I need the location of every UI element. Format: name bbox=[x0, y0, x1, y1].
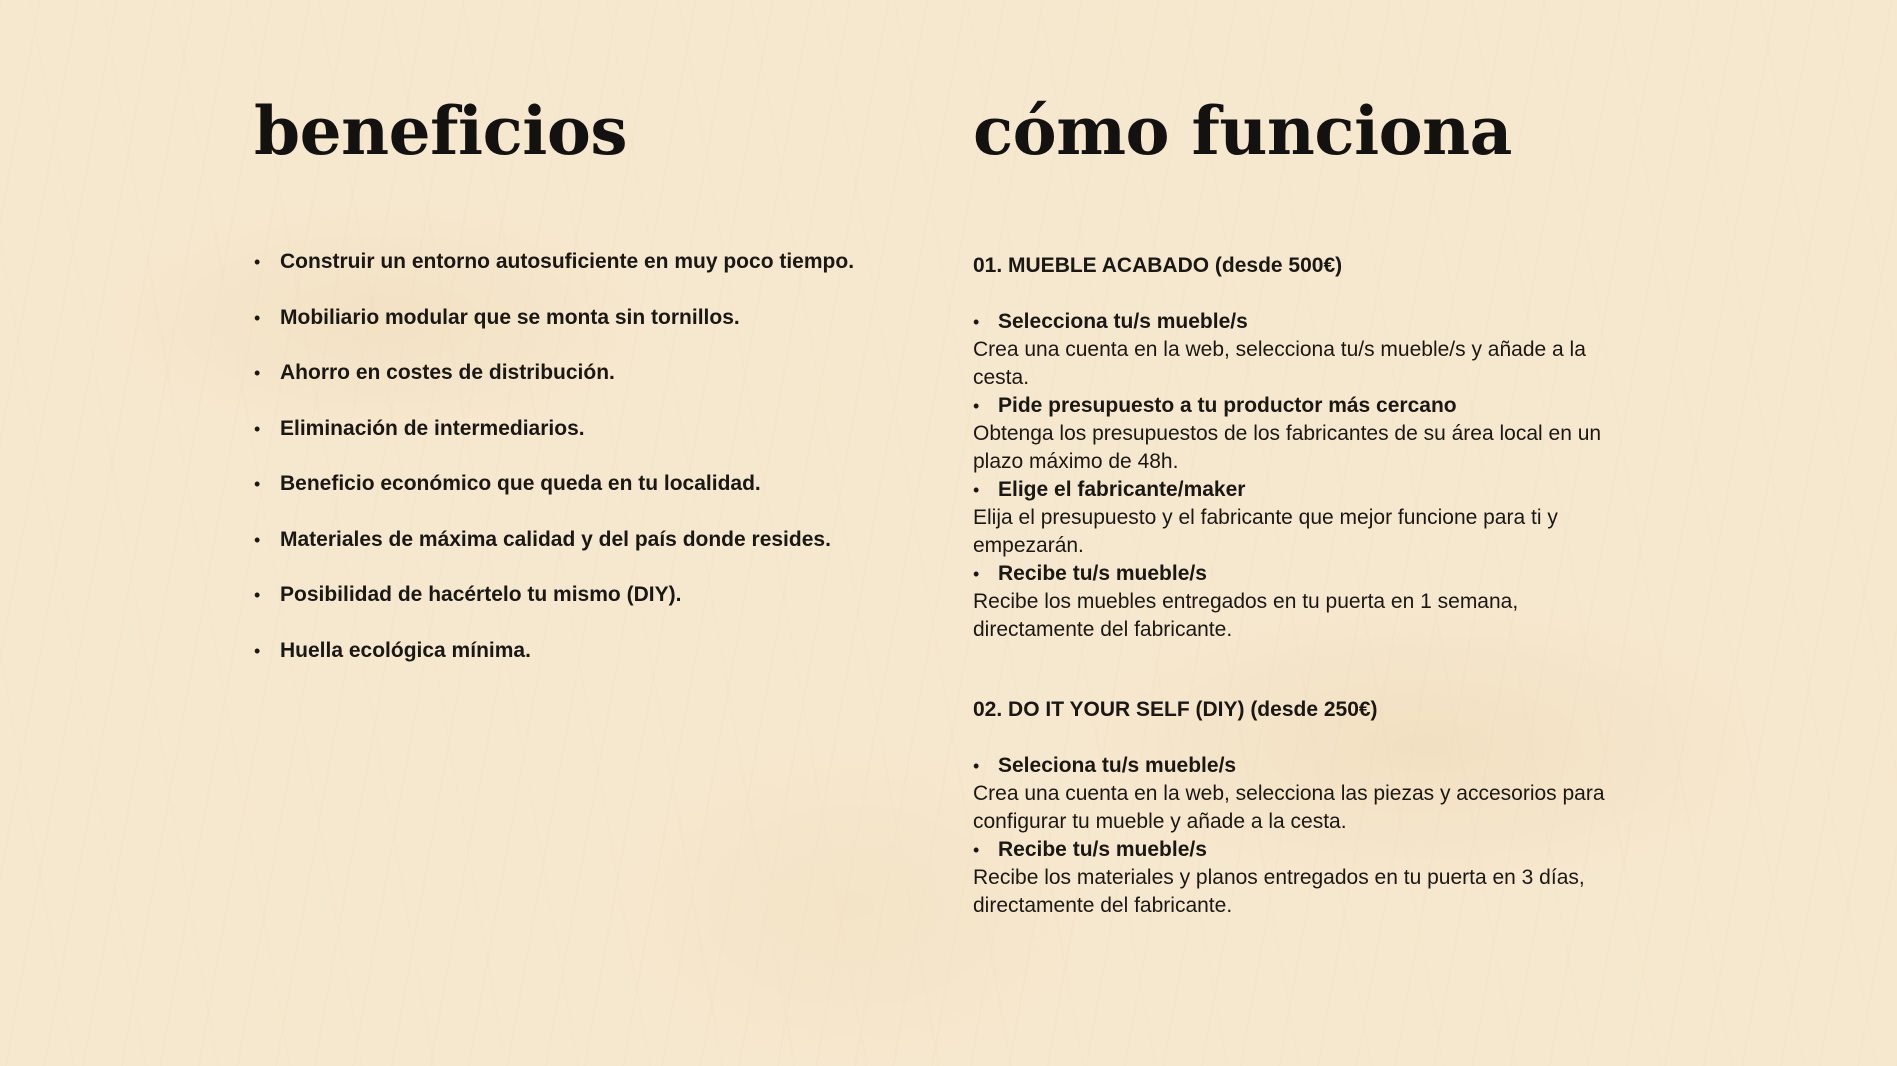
bullet-icon: • bbox=[254, 307, 261, 328]
step-title: • Selecciona tu/s mueble/s bbox=[973, 308, 1673, 336]
step-title: • Seleciona tu/s mueble/s bbox=[973, 752, 1673, 780]
benefits-heading: beneficios bbox=[254, 92, 628, 170]
step-item bbox=[973, 476, 1673, 560]
section-title-finished-furniture: 01. MUEBLE ACABADO (desde 500€) bbox=[973, 254, 1343, 277]
benefit-text: Posibilidad de hacértelo tu mismo (DIY). bbox=[280, 583, 682, 606]
bullet-icon: • bbox=[254, 418, 261, 439]
list-item bbox=[254, 304, 894, 360]
bullet-icon: • bbox=[973, 564, 980, 584]
bullet-icon: • bbox=[973, 756, 980, 776]
steps-diy bbox=[973, 752, 1673, 920]
list-item bbox=[254, 526, 894, 582]
step-item bbox=[973, 836, 1673, 920]
step-item bbox=[973, 308, 1673, 392]
list-item bbox=[254, 470, 894, 526]
section-title-diy: 02. DO IT YOUR SELF (DIY) (desde 250€) bbox=[973, 698, 1378, 721]
step-title: • Recibe tu/s mueble/s bbox=[973, 560, 1673, 588]
bullet-icon: • bbox=[973, 312, 980, 332]
benefit-text: Ahorro en costes de distribución. bbox=[280, 361, 615, 384]
list-item bbox=[254, 248, 894, 304]
step-title: • Recibe tu/s mueble/s bbox=[973, 836, 1673, 864]
step-title: • Elige el fabricante/maker bbox=[973, 476, 1673, 504]
list-item bbox=[254, 581, 894, 637]
bullet-icon: • bbox=[254, 363, 261, 383]
steps-finished-furniture bbox=[973, 308, 1673, 644]
step-item bbox=[973, 560, 1673, 644]
how-it-works-heading: cómo funciona bbox=[973, 92, 1512, 170]
step-description: Elija el presupuesto y el fabricante que mejor funcione para ti y empezarán. bbox=[973, 506, 1558, 557]
benefit-text: Beneficio económico que queda en tu localidad. bbox=[280, 472, 761, 495]
step-description: Recibe los materiales y planos entregados en tu puerta en 3 días, directamente del fabricante. bbox=[973, 866, 1585, 917]
step-description: Recibe los muebles entregados en tu puerta en 1 semana, directamente del fabricante. bbox=[973, 590, 1519, 641]
step-item bbox=[973, 392, 1673, 476]
list-item bbox=[254, 359, 894, 415]
step-item bbox=[973, 752, 1673, 836]
benefit-text: Materiales de máxima calidad y del país donde resides. bbox=[280, 527, 831, 551]
bullet-icon: • bbox=[254, 640, 261, 661]
bullet-icon: • bbox=[254, 529, 261, 550]
list-item bbox=[254, 637, 894, 693]
list-item bbox=[254, 415, 894, 471]
benefit-text: Mobiliario modular que se monta sin tornillos. bbox=[280, 305, 740, 329]
bullet-icon: • bbox=[254, 252, 261, 272]
benefit-text: Huella ecológica mínima. bbox=[280, 638, 531, 662]
benefit-text: Construir un entorno autosuficiente en muy poco tiempo. bbox=[280, 250, 855, 273]
bullet-icon: • bbox=[973, 396, 980, 416]
step-description: Crea una cuenta en la web, selecciona tu/s mueble/s y añade a la cesta. bbox=[973, 338, 1586, 389]
step-description: Obtenga los presupuestos de los fabricantes de su área local en un plazo máximo de 48h. bbox=[973, 422, 1602, 473]
benefits-list bbox=[254, 248, 894, 692]
bullet-icon: • bbox=[973, 480, 980, 500]
step-description: Crea una cuenta en la web, selecciona las piezas y accesorios para configurar tu mueble y añade a la cesta. bbox=[973, 782, 1605, 833]
bullet-icon: • bbox=[254, 474, 261, 494]
bullet-icon: • bbox=[973, 840, 980, 860]
benefit-text: Eliminación de intermediarios. bbox=[280, 416, 585, 440]
step-title: • Pide presupuesto a tu productor más cercano bbox=[973, 392, 1673, 420]
bullet-icon: • bbox=[254, 585, 261, 605]
